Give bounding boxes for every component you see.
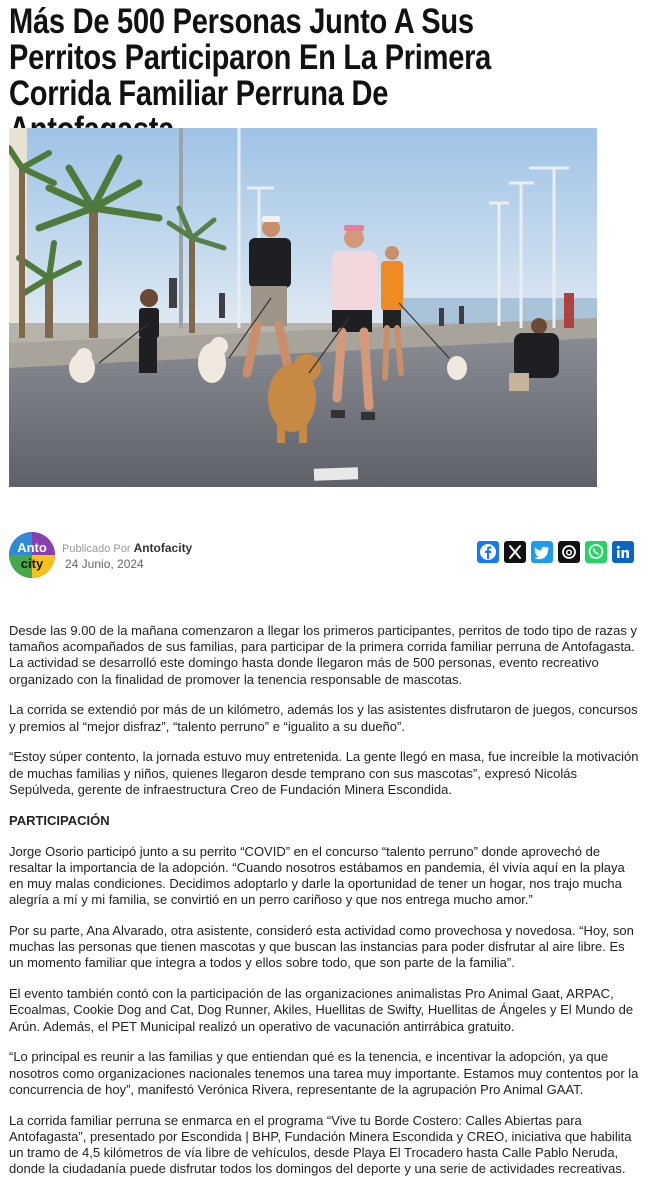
- paragraph: Por su parte, Ana Alvarado, otra asistente, consideró esta actividad como provechosa y novedosa. “Hoy, son muchas las personas que tienen mascotas y que buscan las instancias para poder disfrutar al aire libre. Es un momento familiar que integra a todos y ellos sobre todo, que son parte de la familia”.: [9, 923, 634, 971]
- article-body: [9, 623, 639, 1192]
- article-title: Más De 500 Personas Junto A Sus Perritos Participaron En La Primera Corrida Familiar Perruna De: [9, 2, 492, 113]
- hero-photo-illustration: [9, 128, 597, 487]
- whatsapp-share-button[interactable]: [585, 541, 607, 563]
- paragraph: La corrida familiar perruna se enmarca en el programa “Vive tu Borde Costero: Calles Abiertas para Antofagasta”, presentado por Escondida | BHP, Fundación Minera Escondida y CREO, iniciativa que habilita un tramo de 4,5 kilómetros de vía libre de vehículos, desde Playa El Trocadero hasta Calle Pablo Neruda, donde la ciudadanía puede disfrutar todos los domingos del deporte y una serie de actividades recreativas.: [9, 1112, 632, 1177]
- publish-date: 24 Junio, 2024: [65, 557, 144, 571]
- paragraph: La corrida se extendió por más de un kilómetro, además los y las asistentes disfrutaron de juegos, concursos y premios al “mejor disfraz”, “talento perruno” e “igualito a su dueño”.: [9, 702, 638, 734]
- author-avatar[interactable]: [9, 532, 55, 578]
- article-meta: [9, 532, 639, 580]
- paragraph: Desde las 9.00 de la mañana comenzaron a llegar los primeros participantes, perritos de todo tipo de razas y tamaños acompañados de sus familias, para participar de la primera corrida familiar perruna de Antofagasta. La actividad se desarrolló este domingo hasta donde llegaron más de 500 personas, evento recreativo organizado con la finalidad de promover la tenencia responsable de mascotas.: [9, 623, 637, 687]
- share-buttons: [477, 541, 634, 563]
- byline-prefix: Publicado Por: [62, 543, 131, 555]
- hero-photo: [9, 128, 597, 487]
- svg-text:city: city: [20, 556, 44, 571]
- section-heading: PARTICIPACIÓN: [9, 812, 110, 828]
- paragraph: Jorge Osorio participó junto a su perrito “COVID” en el concurso “talento perruno” donde aprovechó de resaltar la importancia de la adopción. “Cuando nosotros estábamos en pandemia, él vivía aquí en la playa en muy malas condiciones. Decidimos adoptarlo y darle la oportunidad de tener un hogar, nos trajo mucha alegría a mí y mi familia, se convirtió en un perro cariñoso y que nos entrega mucho amor.”: [9, 843, 625, 908]
- x-icon: [504, 541, 526, 563]
- whatsapp-icon: [585, 541, 607, 563]
- facebook-icon: [477, 541, 499, 563]
- threads-icon: [558, 541, 580, 563]
- linkedin-icon: [612, 541, 634, 563]
- facebook-share-button[interactable]: [477, 541, 499, 563]
- paragraph: “Estoy súper contento, la jornada estuvo muy entretenida. La gente llegó en masa, fue increíble la motivación de muchas familias y niños, quienes llegaron desde temprano con sus mascotas”, expresó Nicolás Sepúlveda, gerente de infraestructura Creo de Fundación Minera Escondida.: [9, 749, 639, 797]
- author-link[interactable]: Antofacity: [133, 541, 193, 555]
- byline: [62, 541, 192, 555]
- twitter-icon: [531, 541, 553, 563]
- x-share-button[interactable]: [504, 541, 526, 563]
- svg-text:Anto: Anto: [17, 540, 47, 555]
- twitter-share-button[interactable]: [531, 541, 553, 563]
- linkedin-share-button[interactable]: [612, 541, 634, 563]
- paragraph: El evento también contó con la participación de las organizaciones animalistas Pro Animal Gaat, ARPAC, Ecoalmas, Cookie Dog and Cat, Dog Runner, Akiles, Huellitas de Swifty, Huellitas de Ángeles y El Mundo de Arún. Además, el PET Municipal realizó un operativo de vacunación antirrábica gratuito.: [9, 986, 634, 1034]
- threads-share-button[interactable]: [558, 541, 580, 563]
- paragraph: “Lo principal es reunir a las familias y que entiendan qué es la tenencia, e incentivar la adopción, ya que nosotros como organizaciones nacionales tenemos una tarea muy importante. Estamos muy contentos por la concurrencia de hoy”, manifestó Verónica Rivera, representante de la agrupación Pro Animal GAAT.: [9, 1049, 639, 1097]
